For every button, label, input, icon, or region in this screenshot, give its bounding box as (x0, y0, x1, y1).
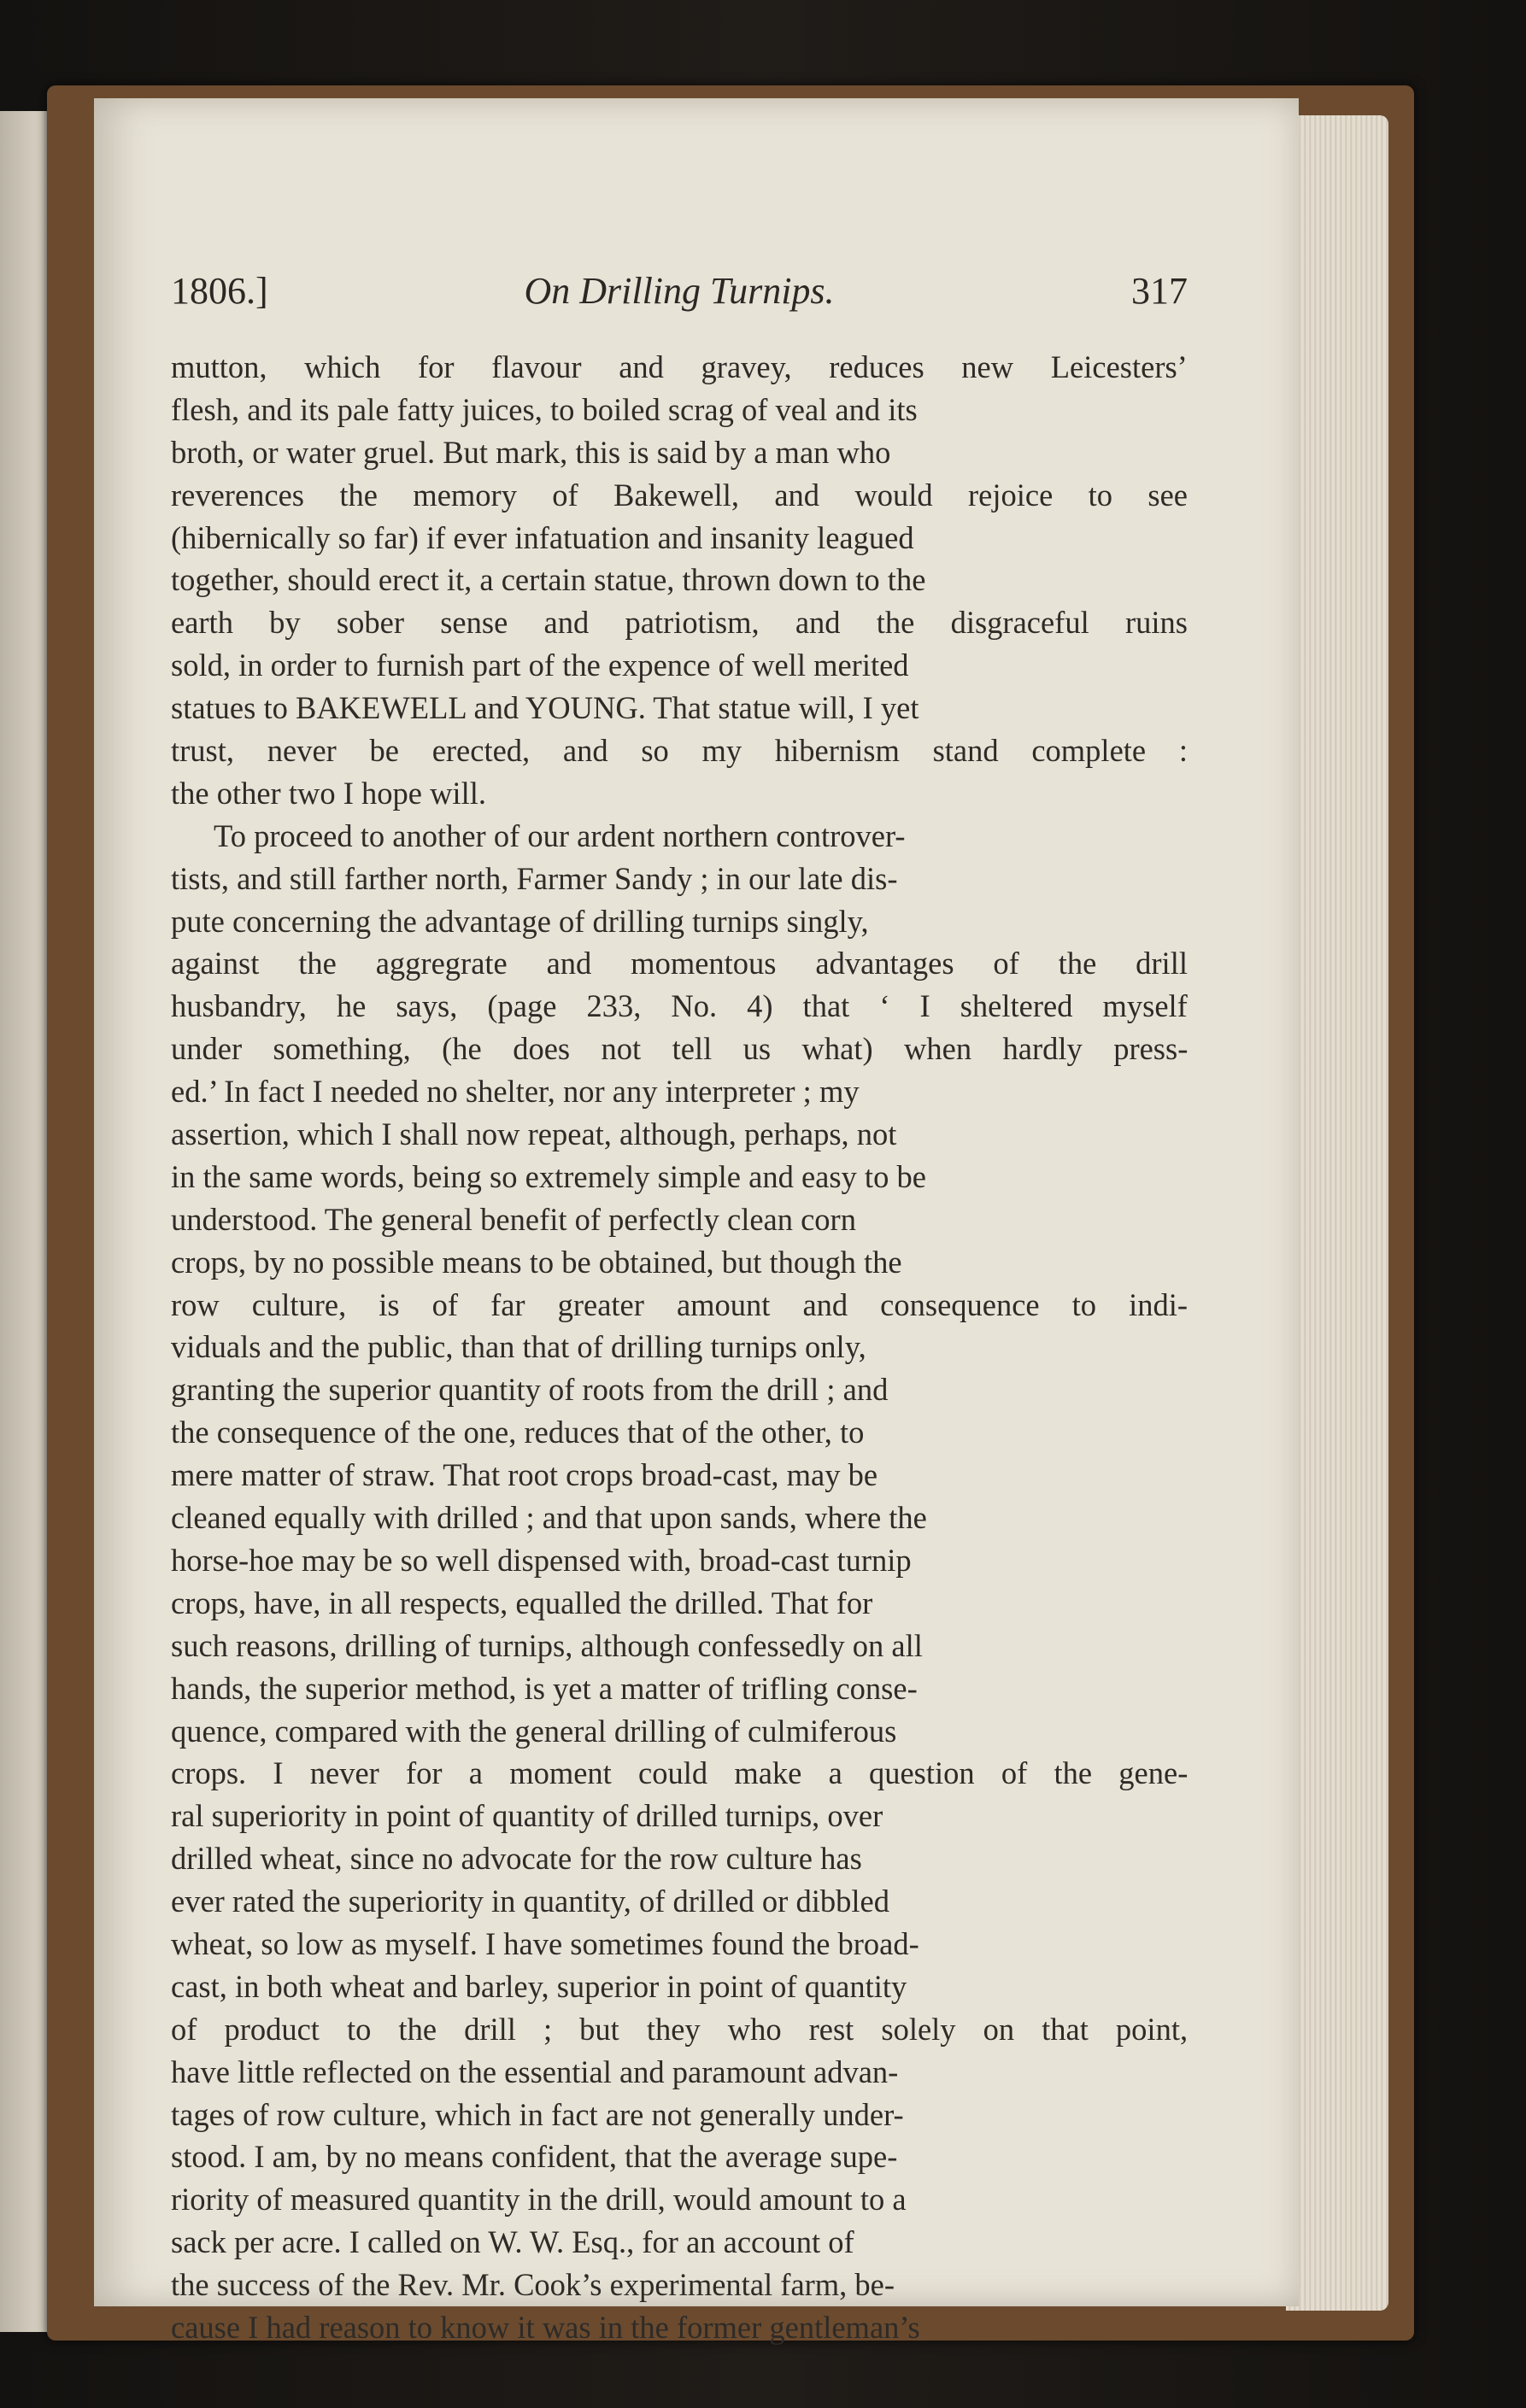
text-line: quence, compared with the general drilling of culmiferous (171, 1713, 897, 1749)
page-edges (1286, 115, 1388, 2311)
text-line: the success of the Rev. Mr. Cook’s experimental farm, be- (171, 2267, 895, 2303)
page-number: 317 (1131, 270, 1188, 312)
text-line: reverences the memory of Bakewell, and would rejoice to see (171, 477, 1188, 513)
text-line: broth, or water gruel. But mark, this is said by a man who (171, 434, 891, 470)
text-line: viduals and the public, than that of drilling turnips only, (171, 1329, 866, 1365)
text-line: of product to the drill ; but they who rest solely on that point, (171, 2011, 1189, 2047)
text-line: together, should erect it, a certain statue, thrown down to the (171, 562, 926, 598)
body-text (171, 346, 1188, 2349)
text-line: hands, the superior method, is yet a matter of trifling conse- (171, 1670, 918, 1706)
text-line: crops, have, in all respects, equalled the drilled. That for (171, 1585, 873, 1620)
text-line: the other two I hope will. (171, 775, 486, 811)
running-head (171, 269, 1188, 329)
text-line: tages of row culture, which in fact are not generally under- (171, 2096, 904, 2132)
text-line: husbandry, he says, (page 233, No. 4) that ‘ I sheltered myself (171, 988, 1188, 1024)
text-line: understood. The general benefit of perfectly clean corn (171, 1201, 856, 1237)
text-line: cause I had reason to know it was in the former gentleman’s (171, 2309, 920, 2345)
text-line: assertion, which I shall now repeat, although, perhaps, not (171, 1116, 897, 1152)
text-line: under something, (he does not tell us what) when hardly press- (171, 1031, 1189, 1067)
text-line: ral superiority in point of quantity of drilled turnips, over (171, 1798, 883, 1834)
text-line: tists, and still farther north, Farmer Sandy ; in our late dis- (171, 860, 898, 896)
text-line: stood. I am, by no means confident, that the average supe- (171, 2139, 898, 2175)
paragraph-start-line: To proceed to another of our ardent northern controver- (214, 817, 906, 853)
text-line: riority of measured quantity in the drill, would amount to a (171, 2182, 907, 2218)
text-line: mutton, which for flavour and gravey, reduces new Leicesters’ (171, 349, 1188, 384)
text-line: pute concerning the advantage of drilling turnips singly, (171, 903, 869, 939)
text-line: sold, in order to furnish part of the expence of well merited (171, 647, 909, 683)
text-line: flesh, and its pale fatty juices, to boiled scrag of veal and its (171, 391, 918, 427)
text-line: ever rated the superiority in quantity, of drilled or dibbled (171, 1884, 889, 1919)
text-line: have little reflected on the essential and paramount advan- (171, 2054, 899, 2089)
text-line: in the same words, being so extremely simple and easy to be (171, 1158, 926, 1194)
text-line: drilled wheat, since no advocate for the row culture has (171, 1841, 862, 1877)
text-line: granting the superior quantity of roots from the drill ; and (171, 1372, 889, 1408)
text-line: (hibernically so far) if ever infatuation and insanity leagued (171, 519, 914, 555)
text-line: ed.’ In fact I needed no shelter, nor any interpreter ; my (171, 1074, 860, 1110)
text-line: earth by sober sense and patriotism, and the disgraceful ruins (171, 605, 1188, 641)
text-line: such reasons, drilling of turnips, although confessedly on all (171, 1627, 923, 1663)
text-line: wheat, so low as myself. I have sometimes found the broad- (171, 1925, 919, 1961)
text-line: the consequence of the one, reduces that of the other, to (171, 1415, 865, 1450)
book-page (94, 98, 1299, 2345)
text-line: statues to BAKEWELL and YOUNG. That statue will, I yet (171, 690, 919, 726)
text-line: crops. I never for a moment could make a question of the gene- (171, 1755, 1189, 1791)
text-line: mere matter of straw. That root crops broad-cast, may be (171, 1457, 878, 1493)
text-line: sack per acre. I called on W. W. Esq., for an account of (171, 2224, 854, 2260)
text-line: against the aggregrate and momentous advantages of the drill (171, 946, 1188, 981)
text-line: cast, in both wheat and barley, superior in point of quantity (171, 1968, 907, 2004)
text-line: row culture, is of far greater amount and consequence to indi- (171, 1286, 1189, 1322)
page-title: On Drilling Turnips. (524, 270, 835, 312)
text-line: crops, by no possible means to be obtained, but though the (171, 1244, 902, 1280)
text-line: trust, never be erected, and so my hibernism stand complete : (171, 733, 1188, 769)
text-line: horse-hoe may be so well dispensed with, broad-cast turnip (171, 1542, 912, 1578)
text-line: cleaned equally with drilled ; and that upon sands, where the (171, 1500, 927, 1536)
year-label: 1806.] (171, 270, 268, 312)
